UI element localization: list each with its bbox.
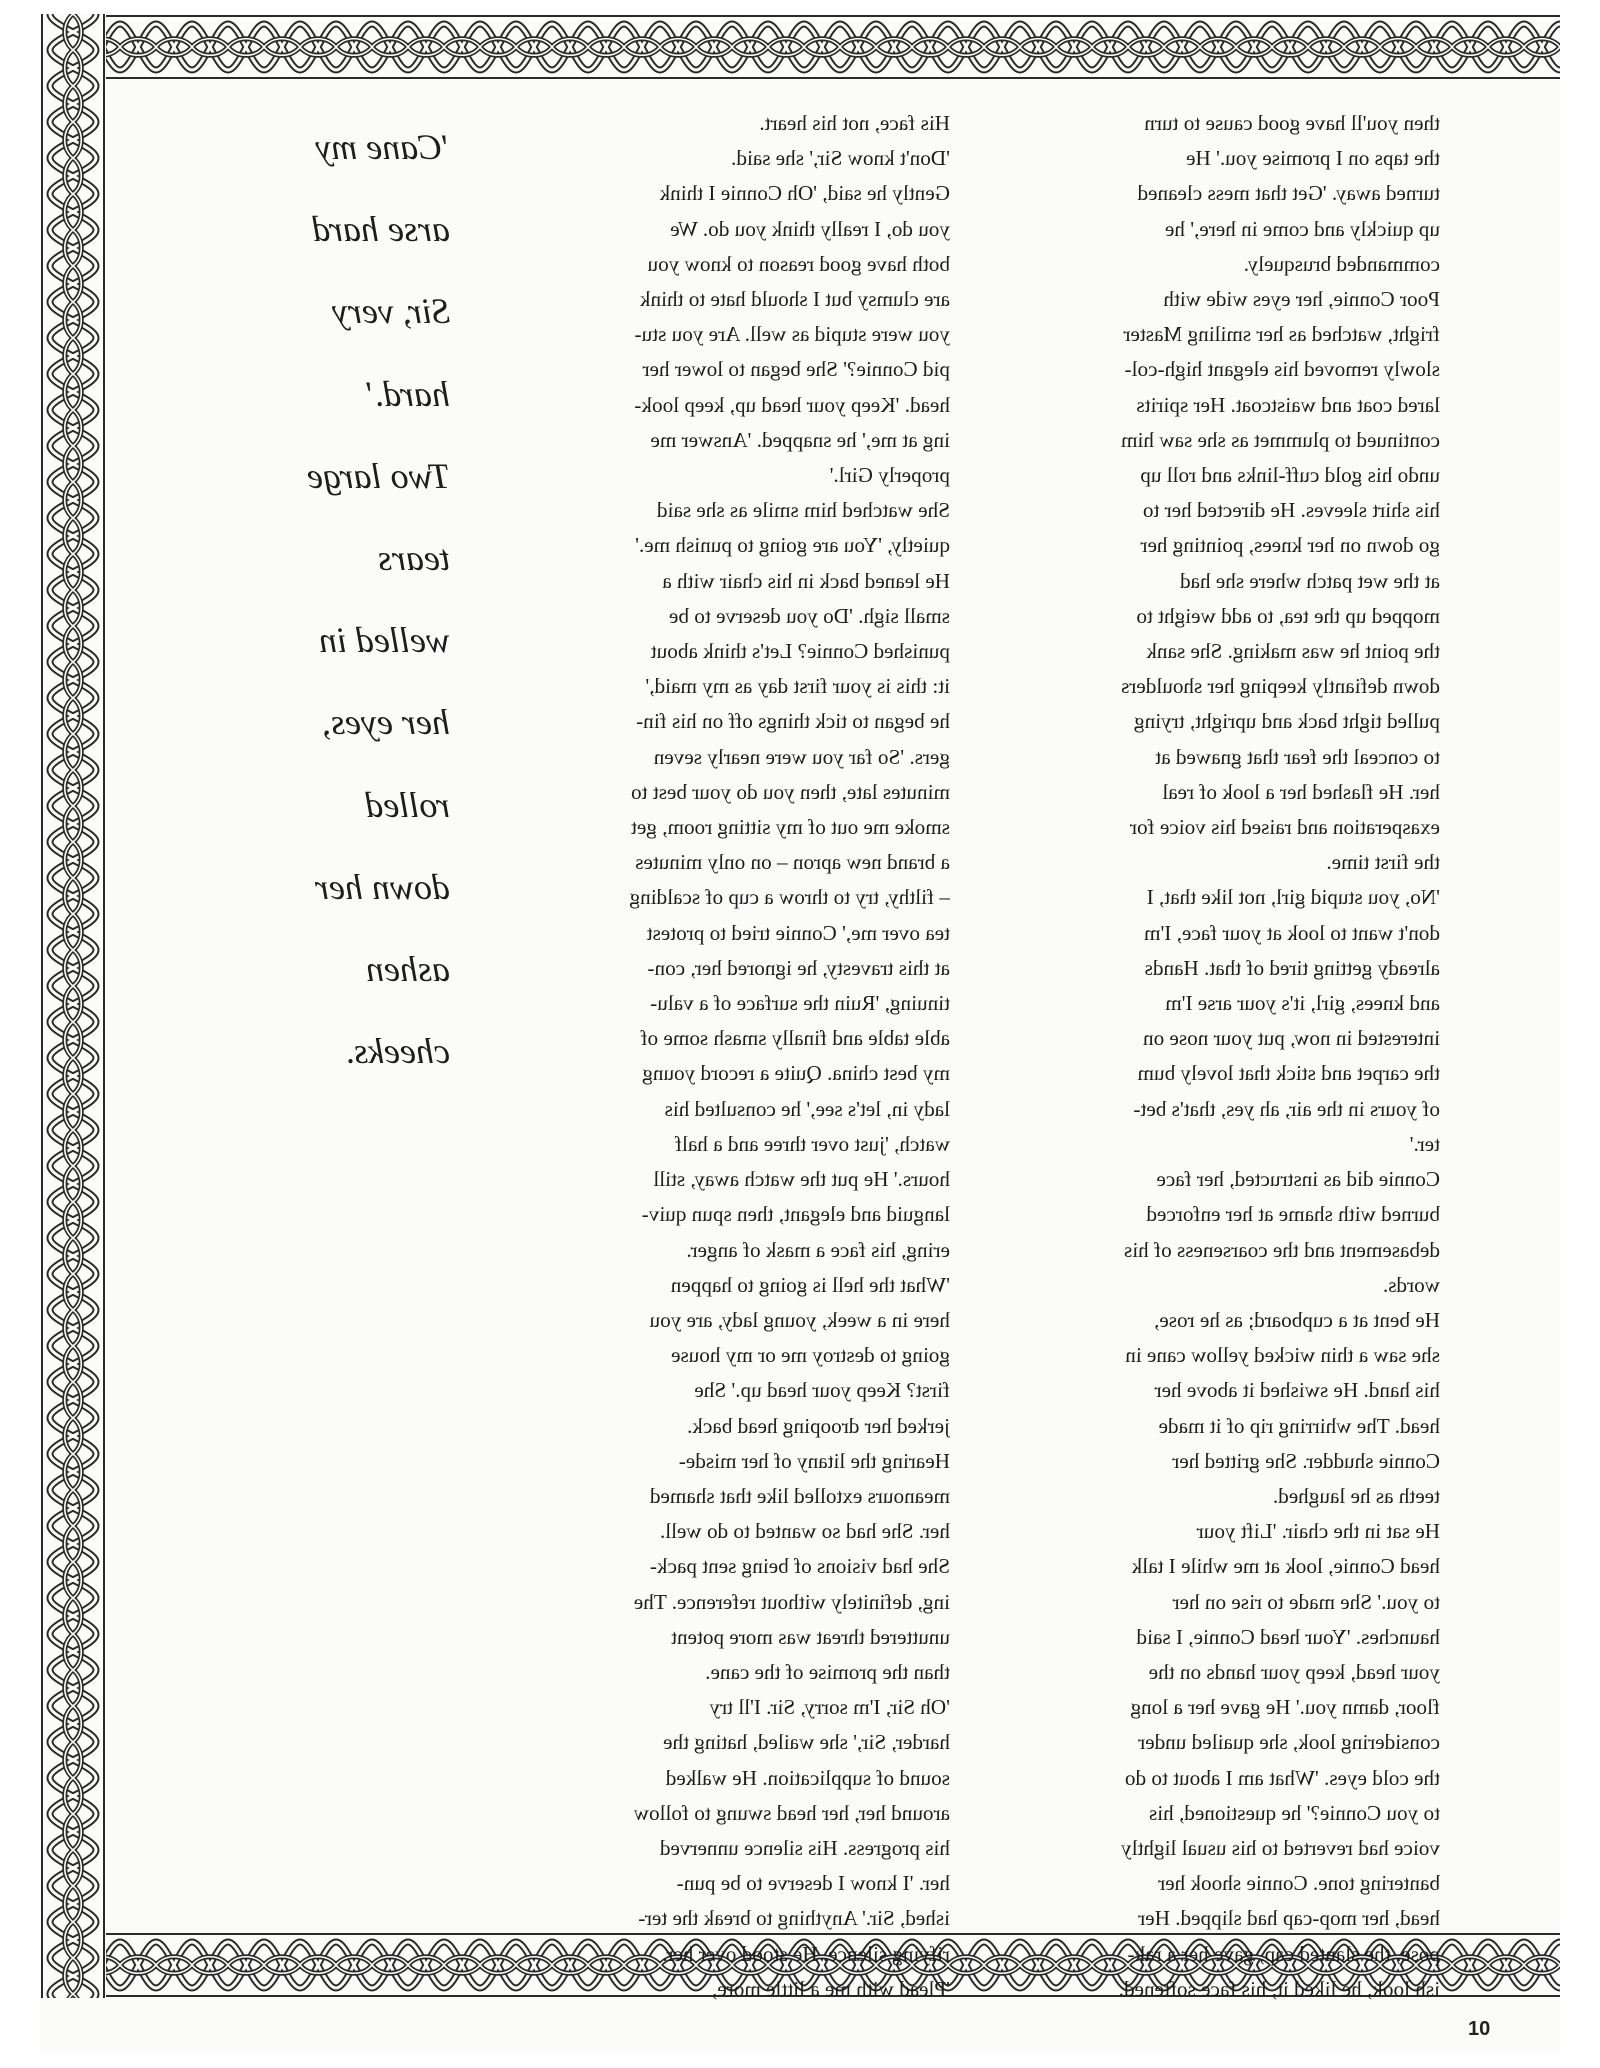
text-line: pose, the slanted cap, gave her a rak-	[1127, 1941, 1440, 1966]
text-line: at the wet patch where she had	[1179, 568, 1440, 593]
text-line: meanours extolled like that shamed	[649, 1483, 950, 1508]
text-line: pid Connie?' She began to lower her	[642, 357, 950, 382]
text-line: the cold eyes. 'What am I about to do	[1124, 1765, 1440, 1790]
text-line: and knees, girl, it's your arse I'm	[1165, 991, 1440, 1016]
text-line: quietly, 'You are going to punish me.'	[635, 533, 950, 558]
text-line: the first time.	[1326, 850, 1440, 875]
text-line: considering look, she quailed under	[1138, 1730, 1440, 1755]
text-line: her. He flashed her a look of real	[1162, 779, 1440, 804]
text-line: lared coat and waistcoat. Her spirits	[1136, 392, 1440, 417]
text-line: floor, damn you.' He gave her a long	[1130, 1695, 1440, 1720]
text-line: fright, watched as her smiling Master	[1123, 322, 1440, 347]
text-line: slowly removed his elegant high-col-	[1124, 357, 1440, 382]
text-line: his progress. His silence unnerved	[659, 1835, 950, 1860]
text-line: harder, Sir,' she wailed, hating the	[663, 1730, 950, 1755]
text-line: his hand. He swished it above her	[1154, 1378, 1440, 1403]
text-line: he began to tick things off on his fin-	[636, 709, 950, 734]
pull-quote-line: rolled	[365, 784, 450, 825]
text-line: able table and finally smash some of	[640, 1026, 950, 1051]
text-line: going to destroy me or my house	[671, 1343, 950, 1368]
text-line: at this travesty, he ignored her, con-	[647, 955, 950, 980]
text-line: gers. 'So far you were nearly seven	[653, 744, 950, 769]
text-column-left	[1008, 106, 1440, 2007]
text-line: He leaned back in his chair with a	[662, 568, 950, 593]
text-line: already getting tired of that. Hands	[1144, 955, 1440, 980]
text-line: turned away. 'Get that mess cleaned	[1137, 181, 1440, 206]
text-line: tea over me,' Connie tried to protest	[646, 920, 950, 945]
pull-quote	[230, 106, 450, 1092]
text-line: you were stupid as well. Are you stu-	[634, 322, 950, 347]
text-line: punished Connie? Let's think about	[650, 639, 950, 664]
pull-quote-line: arse hard	[312, 209, 450, 250]
text-line: ing at me,' he snapped. 'Answer me	[650, 427, 950, 452]
text-line: interested in now, put your nose on	[1143, 1026, 1440, 1051]
text-line: here in a week, young lady, are you	[649, 1307, 950, 1332]
text-line: up quickly and come in here,' he	[1164, 216, 1440, 241]
text-line: it: this is your first day as my maid,'	[645, 674, 950, 699]
pull-quote-line: Two large	[306, 455, 450, 496]
text-line: burned with shame at her enforced	[1146, 1202, 1440, 1227]
text-line: small sigh. 'Do you deserve to be	[669, 603, 950, 628]
text-line: continued to plummet as she saw him	[1121, 427, 1440, 452]
text-line: ering, his face a mask of anger.	[686, 1237, 950, 1262]
text-line: rifying silence. He stood over her.	[662, 1941, 950, 1966]
pull-quote-line: ashen	[366, 949, 450, 990]
text-line: sound of supplication. He walked	[665, 1765, 950, 1790]
text-line: her. 'I know I deserve to be pun-	[676, 1871, 950, 1896]
text-line: first? Keep your head up.' She	[694, 1378, 950, 1403]
text-line: minutes late, then you do your best to	[631, 779, 950, 804]
text-line: the carpet and stick that lovely bum	[1137, 1061, 1440, 1086]
text-line: tinuing, 'Ruin the surface of a valu-	[650, 991, 950, 1016]
text-line: to conceal the fear that gnawed at	[1155, 744, 1440, 769]
text-line: ish look, he liked it, his face softened.	[1118, 1976, 1440, 2001]
pull-quote-line: 'Cane my	[315, 127, 450, 167]
text-line: bantering tone. Connie shook her	[1158, 1871, 1440, 1896]
text-line: voice had reverted to his usual lightly	[1121, 1835, 1440, 1860]
text-line: She watched him smile as she said	[656, 498, 950, 523]
text-line: He bent at a cupboard; as he rose,	[1154, 1307, 1440, 1332]
text-line: Gently he said, 'Oh Connie I think	[659, 181, 950, 206]
text-line: Connie did as instructed, her face	[1156, 1167, 1440, 1192]
text-line: ter.'	[1409, 1131, 1440, 1156]
mirrored-scan	[40, 14, 1560, 2054]
text-line: 'Plead with me a little more,	[712, 1976, 950, 2001]
pull-quote-line: down her	[315, 866, 450, 907]
text-line: go down on her knees, pointing her	[1140, 533, 1440, 558]
text-column-middle	[525, 106, 950, 2007]
text-line: mopped up the tea, to add weight to	[1136, 603, 1440, 628]
pull-quote-line: Sir, very	[332, 291, 450, 332]
text-line: she saw a thin wicked yellow cane in	[1125, 1343, 1440, 1368]
text-line: lady in, let's see,' he consulted his	[664, 1096, 950, 1121]
text-line: the point he was making. She sank	[1146, 639, 1440, 664]
pull-quote-line: welled in	[319, 620, 450, 661]
text-line: commanded brusquely.	[1243, 251, 1440, 276]
text-line: smoke me out of my sitting room, get	[631, 815, 950, 840]
text-line: head, her mop-cap had slipped. Her	[1138, 1906, 1440, 1931]
pull-quote-line: tears	[378, 538, 450, 579]
text-line: to you Connie?' he questioned, his	[1149, 1800, 1440, 1825]
text-line: 'Oh Sir, I'm sorry, Sir. I'll try	[709, 1695, 950, 1720]
text-line: hours.' He put the watch away, still	[653, 1167, 950, 1192]
text-line: head Connie, look at me while I talk	[1131, 1554, 1440, 1579]
text-line: his shirt sleeves. He directed her to	[1142, 498, 1440, 523]
text-line: around her, her head swung to follow	[633, 1800, 950, 1825]
text-line: of yours in the air, ah yes, that's bet-	[1133, 1096, 1440, 1121]
text-line: words.	[1382, 1272, 1440, 1297]
text-line: Connie shudder. She gritted her	[1172, 1448, 1440, 1473]
text-line: languid and elegant, then spun quiv-	[641, 1202, 950, 1227]
text-line: don't want to look at your face, I'm	[1144, 920, 1440, 945]
text-line: teeth as he laughed.	[1272, 1483, 1440, 1508]
text-line: jerked her drooping head back.	[687, 1413, 950, 1438]
text-line: you do, I really think you do. We	[670, 216, 950, 241]
text-line: debasement and the coarseness of his	[1124, 1237, 1440, 1262]
text-line: undo his gold cuff-links and roll up	[1140, 463, 1440, 488]
text-line: ished, Sir.' Anything to break the ter-	[638, 1906, 950, 1931]
text-line: 'What the hell is going to happen	[670, 1272, 950, 1297]
text-line: Poor Connie, her eyes wide with	[1163, 287, 1440, 312]
text-line: her. She had so wanted to do well.	[659, 1519, 950, 1544]
text-line: head. The whirring rip of it made	[1158, 1413, 1440, 1438]
text-line: – filthy, try to throw a cup of scalding	[629, 885, 950, 910]
text-line: then you'll have good cause to turn	[1144, 111, 1440, 135]
celtic-knot-border-side	[40, 14, 106, 1998]
text-line: Hearing the litany of her misde-	[678, 1448, 950, 1473]
pull-quote-line: cheeks.	[345, 1031, 450, 1072]
text-line: down defiantly keeping her shoulders	[1121, 674, 1440, 699]
text-line: your head, keep your hands on the	[1148, 1659, 1440, 1684]
text-line: a brand new apron – on only minutes	[635, 850, 950, 875]
text-line: His face, not his heart.	[759, 111, 950, 135]
text-line: properly Girl.'	[829, 463, 950, 488]
text-line: 'Don't know Sir,' she said.	[731, 146, 950, 171]
pull-quote-line: hard.'	[366, 373, 450, 414]
magazine-page	[40, 14, 1560, 2054]
text-line: She had visions of being sent pack-	[649, 1554, 950, 1579]
text-line: both have good reason to know you	[647, 251, 950, 276]
text-line: the taps on I promise you.' He	[1186, 146, 1440, 171]
text-line: haunches. 'Your head Connie, I said	[1136, 1624, 1440, 1649]
text-line: to you.' She made to rise on her	[1172, 1589, 1440, 1614]
text-line: my best china. Quite a record young	[642, 1061, 950, 1086]
page-number: 10	[1468, 2018, 1491, 2040]
celtic-knot-border-top	[40, 14, 1560, 80]
text-line: He sat in the chair. 'Lift your	[1196, 1519, 1440, 1544]
text-line: head. 'Keep your head up, keep look-	[634, 392, 950, 417]
text-line: pulled tight back and upright, trying	[1134, 709, 1440, 734]
text-line: watch, 'just over three and a half	[674, 1131, 950, 1156]
text-line: exasperation and raised his voice for	[1129, 815, 1440, 840]
text-line: 'No, you stupid girl, not like that, I	[1146, 885, 1440, 910]
text-line: unuttered threat was more potent	[671, 1624, 950, 1649]
text-line: ing, definitely without reference. The	[633, 1589, 950, 1614]
text-line: than the promise of the cane.	[705, 1659, 950, 1684]
text-line: are clumsy but I should hate to think	[639, 287, 950, 312]
pull-quote-line: her eyes,	[322, 702, 450, 743]
